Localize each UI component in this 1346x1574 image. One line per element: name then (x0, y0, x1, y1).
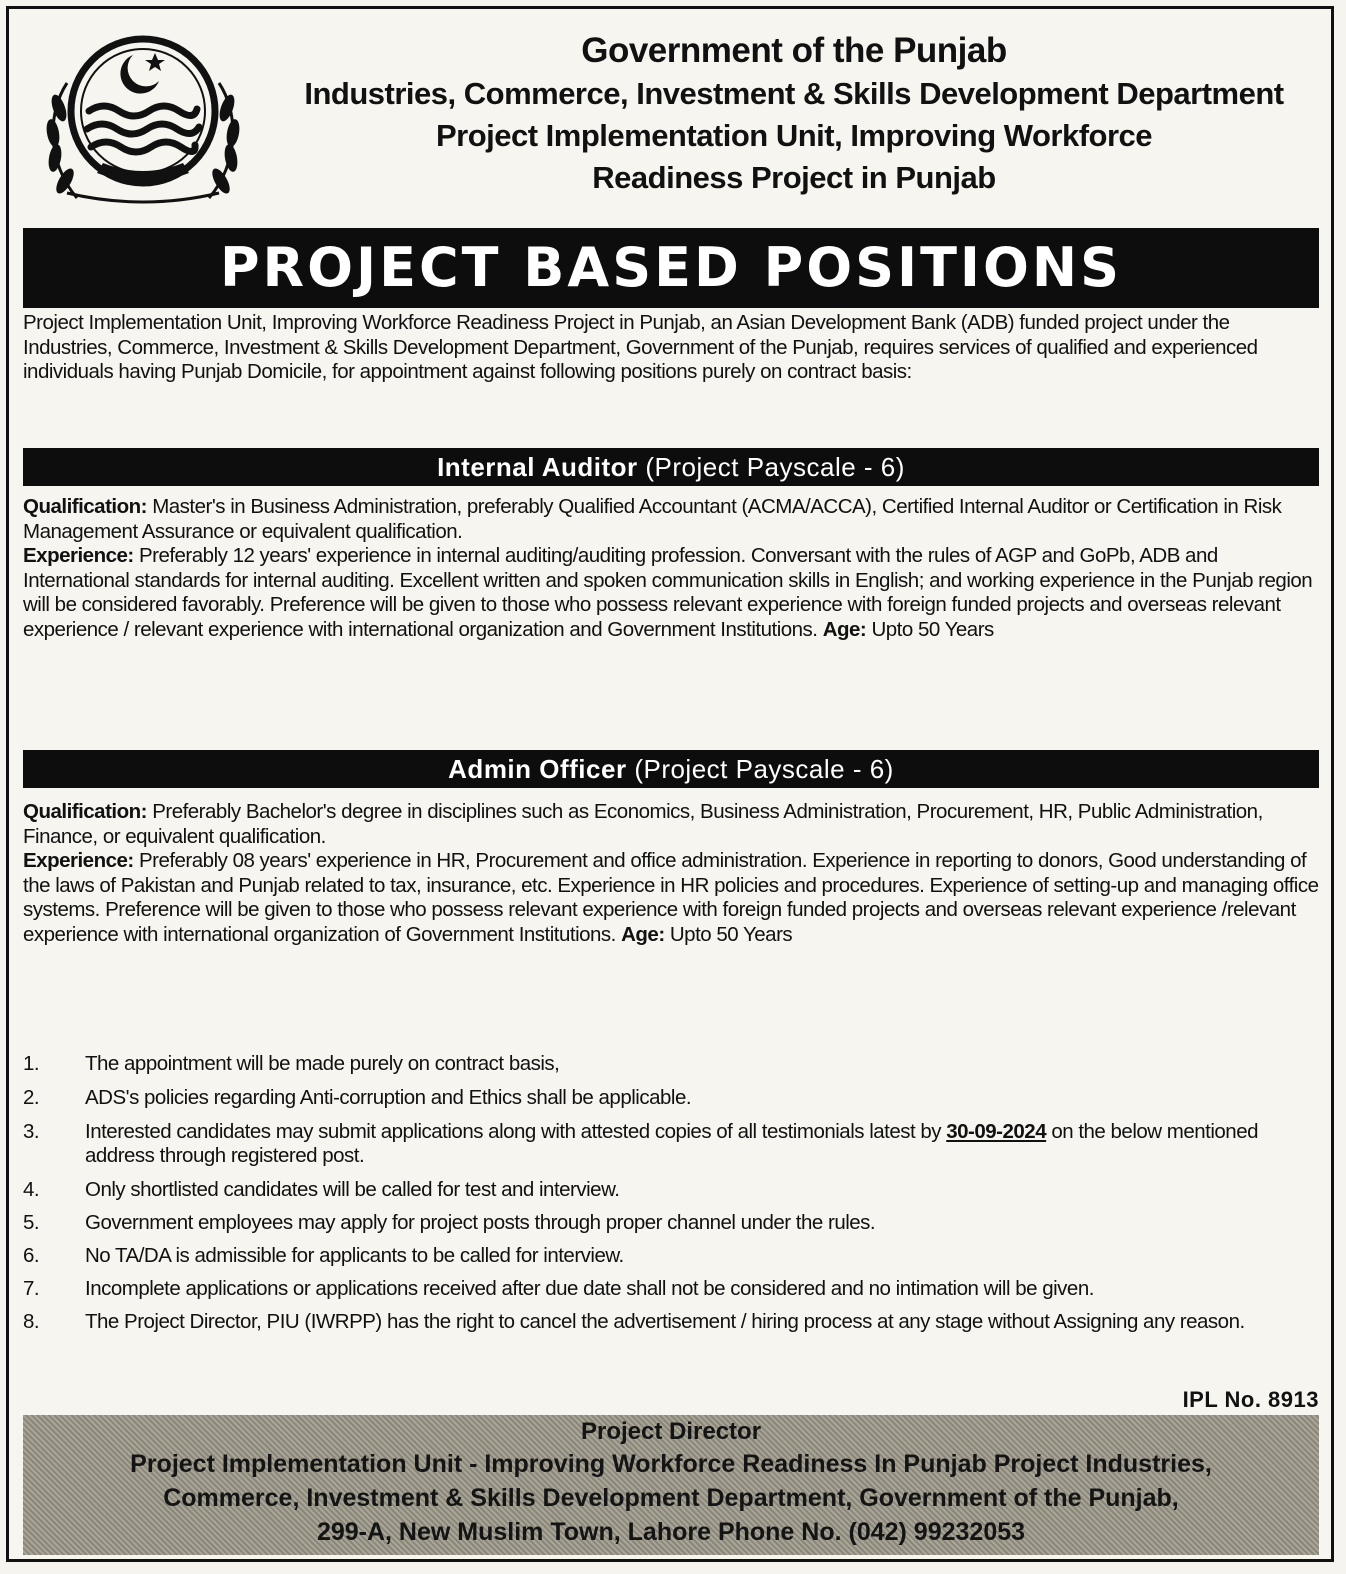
list-item: 3. Interested candidates may submit applications along with attested copies of all testimonials latest by 30-09-2024 on the below mentioned address through registered post. (23, 1120, 1259, 1167)
footer-line: Commerce, Investment & Skills Development Department, Government of the Punjab, (163, 1484, 1179, 1512)
contact-footer (23, 1415, 1319, 1555)
position-header-internal-auditor (23, 448, 1319, 486)
application-deadline: 30-09-2024 (946, 1120, 1047, 1143)
age-label: Age: (621, 922, 665, 946)
list-item: 2. ADS's policies regarding Anti-corruption and Ethics shall be applicable. (23, 1086, 692, 1109)
list-item: 4. Only shortlisted candidates will be called for test and interview. (23, 1178, 620, 1201)
position-title: Admin Officer (448, 754, 627, 784)
position-payscale: (Project Payscale - 6) (634, 754, 894, 784)
list-item: 7. Incomplete applications or applications received after due date shall not be considered and no intimation will be given. (23, 1277, 1094, 1300)
list-item: 8. The Project Director, PIU (IWRPP) has the right to cancel the advertisement / hiring process at any stage without Assigning any reason. (23, 1310, 1245, 1333)
header (9, 9, 1331, 224)
project-unit-title: Project Implementation Unit, Improving Workforce (435, 118, 1153, 153)
position-payscale: (Project Payscale - 6) (645, 452, 905, 482)
experience-label: Experience: (23, 544, 134, 567)
age-label: Age: (822, 617, 867, 641)
experience-text: Preferably 12 years' experience in internal auditing/auditing profession. Conversant with the rules of AGP and GoPb, ADB and International standards for internal auditing. Excellent written and spoken communication skills in English; and working experience in the Punjab region will be considered favorably. Preference will be given to those who possess relevant experience with foreign funded projects and overseas relevant experience / relevant experience with international organization and Government Institutions. (23, 544, 1313, 641)
project-based-positions-banner: PROJECT BASED POSITIONS (23, 228, 1319, 308)
intro-paragraph: Project Implementation Unit, Improving Workforce Readiness Project in Punjab, an Asian Development Bank (ADB) funded project under the Industries, Commerce, Investment & Skills Development Department, Government of the Punjab, requires services of qualified and experienced individuals having Punjab Domicile, for appointment against following positions purely on contract basis: (23, 311, 1258, 383)
advertisement-page (6, 6, 1334, 1562)
government-title: Government of the Punjab (581, 31, 1007, 70)
list-item: 5. Government employees may apply for project posts through proper channel under the rules. (23, 1211, 876, 1234)
position-title: Internal Auditor (437, 452, 638, 482)
position-details-internal-auditor (23, 495, 1323, 642)
punjab-emblem-icon (37, 23, 249, 213)
qualification-label: Qualification: (23, 495, 147, 518)
experience-label: Experience: (23, 849, 134, 872)
experience-text: Preferably 08 years' experience in HR, Procurement and office administration. Experience in reporting to donors, Good understanding of the laws of Pakistan and Punjab related to tax, insurance, etc. Experience in HR policies and procedures. Experience of setting-up and managing office systems. Preference will be given to those who possess relevant experience with foreign funded projects and overseas relevant experience /relevant experience with international organization of Government Institutions. (23, 849, 1319, 946)
list-item: 6. No TA/DA is admissible for applicants to be called for interview. (23, 1244, 624, 1267)
list-item: 1. The appointment will be made purely on contract basis, (23, 1052, 560, 1075)
footer-title: Project Director (580, 1418, 762, 1445)
conditions-list (23, 1052, 1323, 1343)
qualification-text: Master's in Business Administration, preferably Qualified Accountant (ACMA/ACCA), Certified Internal Auditor or Certification in Risk Management Assurance or equivalent qualification. (23, 495, 1282, 543)
header-text (259, 29, 1329, 199)
footer-line: Project Implementation Unit - Improving Workforce Readiness In Punjab Project Industries, (130, 1450, 1212, 1478)
age-text: Upto 50 Years (669, 922, 793, 946)
footer-address: 299-A, New Muslim Town, Lahore Phone No. (042) 99232053 (316, 1518, 1026, 1546)
department-title: Industries, Commerce, Investment & Skills Development Department (304, 76, 1284, 111)
qualification-text: Preferably Bachelor's degree in disciplines such as Economics, Business Administration, Procurement, HR, Public Administration, Finance, or equivalent qualification. (23, 800, 1263, 848)
position-details-admin-officer (23, 800, 1323, 947)
position-header-admin-officer (23, 750, 1319, 788)
ipl-number: IPL No. 8913 (1182, 1387, 1319, 1412)
project-name-title: Readiness Project in Punjab (592, 160, 996, 195)
qualification-label: Qualification: (23, 800, 147, 823)
age-text: Upto 50 Years (871, 617, 994, 641)
